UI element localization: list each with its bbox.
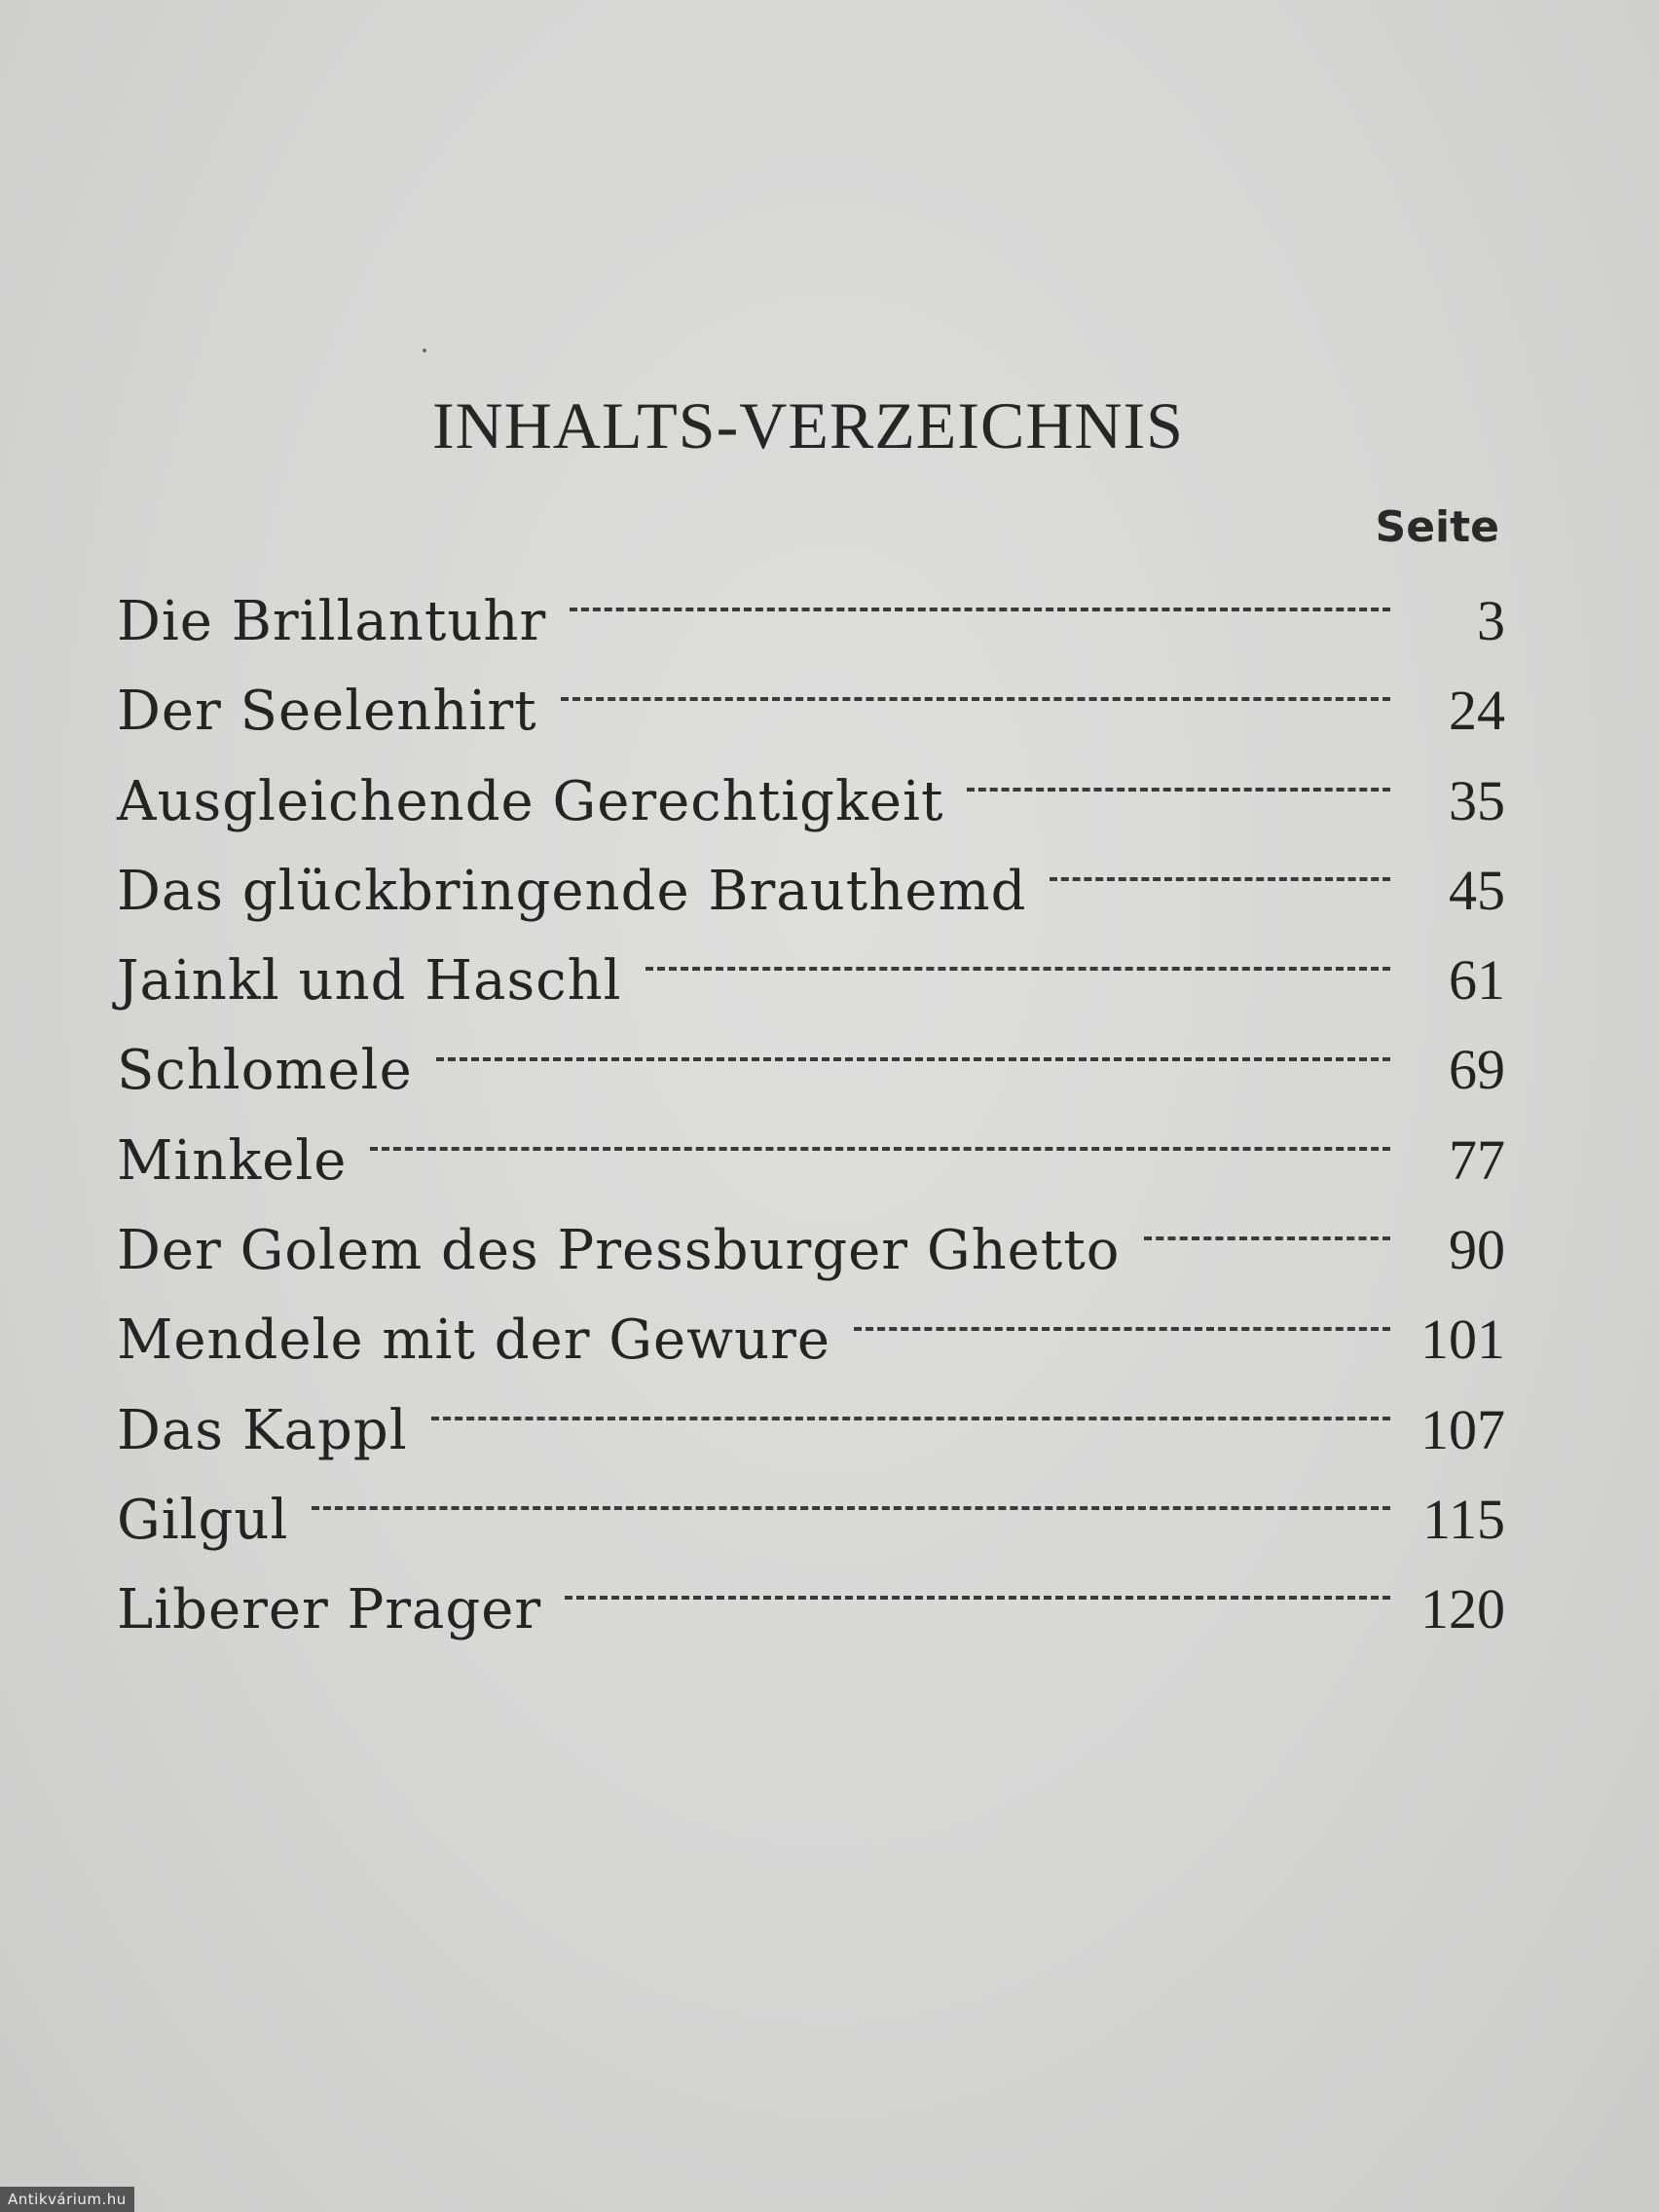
dot-leader — [967, 788, 1390, 792]
toc-row — [117, 1025, 1505, 1115]
toc-entry-title: Mendele mit der Gewure — [117, 1309, 831, 1373]
toc-page-number: 3 — [1477, 589, 1505, 652]
toc-page-number: 107 — [1420, 1397, 1505, 1461]
dot-leader — [1050, 877, 1390, 881]
dot-leader — [370, 1147, 1390, 1151]
toc-page-number: 120 — [1420, 1577, 1505, 1641]
toc-entry-title: Gilgul — [117, 1488, 289, 1552]
toc-page-number: 115 — [1422, 1487, 1505, 1551]
toc-entry-title: Das glückbringende Brauthemd — [117, 859, 1027, 923]
dot-leader — [1144, 1236, 1390, 1240]
toc-row — [117, 1385, 1505, 1475]
page-title: INHALTS-VERZEICHNIS — [431, 388, 1184, 462]
toc-page-number: 45 — [1449, 858, 1505, 922]
toc-row — [117, 1205, 1505, 1295]
dot-leader — [645, 967, 1390, 971]
toc-page-number: 24 — [1449, 679, 1505, 743]
toc-entry-title: Ausgleichende Gerechtigkeit — [117, 769, 944, 833]
dot-leader — [436, 1057, 1390, 1061]
toc-entry-title: Das Kappl — [117, 1398, 408, 1462]
toc-row — [117, 1565, 1505, 1654]
toc-entry-title: Liberer Prager — [117, 1578, 542, 1642]
dot-leader — [854, 1327, 1390, 1331]
toc-row — [117, 1295, 1505, 1384]
toc-row — [117, 666, 1505, 756]
toc-row — [117, 1116, 1505, 1205]
toc-entry-title: Der Golem des Pressburger Ghetto — [117, 1219, 1121, 1283]
toc-row — [117, 846, 1505, 936]
toc-page-number: 77 — [1449, 1127, 1505, 1192]
toc-entry-title: Jainkl und Haschl — [117, 949, 622, 1014]
toc-page-number: 61 — [1449, 948, 1505, 1013]
toc-entry-title: Die Brillantuhr — [117, 590, 547, 653]
toc-row — [117, 936, 1505, 1025]
dot-leader — [431, 1417, 1390, 1420]
toc-entry-title: Der Seelenhirt — [117, 680, 537, 744]
paper-speck — [423, 349, 426, 352]
watermark-label: Antikvárium.hu — [0, 2187, 134, 2212]
toc-page-number: 90 — [1449, 1218, 1505, 1282]
page-column-label: Seite — [1375, 502, 1499, 552]
dot-leader — [312, 1506, 1390, 1510]
toc-entry-title: Schlomele — [117, 1039, 413, 1103]
dot-leader — [570, 608, 1390, 611]
dot-leader — [561, 697, 1390, 701]
toc-entry-title: Minkele — [117, 1128, 348, 1193]
dot-leader — [565, 1596, 1390, 1600]
toc-page-number: 69 — [1449, 1038, 1505, 1102]
toc-row — [117, 756, 1505, 846]
toc-page-number: 35 — [1449, 768, 1505, 832]
toc-row — [117, 576, 1505, 666]
table-of-contents — [117, 576, 1505, 1655]
toc-page-number: 101 — [1420, 1308, 1505, 1372]
toc-row — [117, 1475, 1505, 1565]
